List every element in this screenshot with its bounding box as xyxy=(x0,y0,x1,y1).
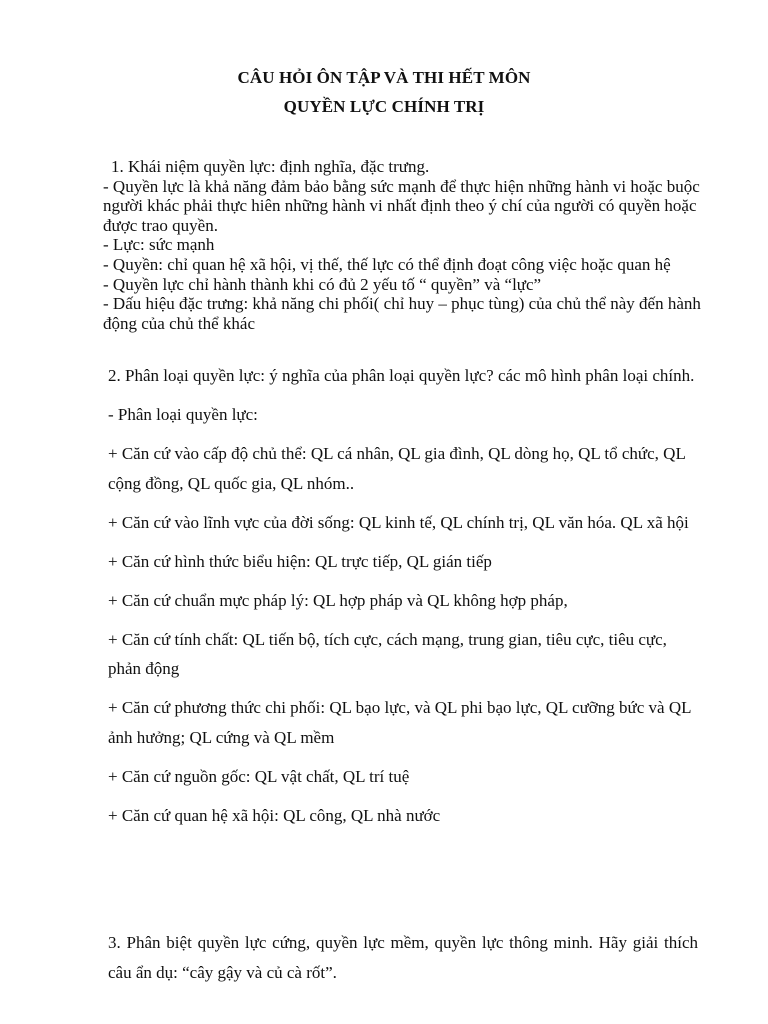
section-2-item: + Căn cứ hình thức biểu hiện: QL trực tiếp, QL gián tiếp xyxy=(108,551,492,571)
section-2 xyxy=(108,361,698,840)
section-2-item: + Căn cứ nguồn gốc: QL vật chất, QL trí tuệ xyxy=(108,766,410,786)
section-2-item: + Căn cứ tính chất: QL tiến bộ, tích cực, cách mạng, trung gian, tiêu cực, tiêu cực, phản động xyxy=(108,629,667,678)
section-1-line: - Quyền: chỉ quan hệ xã hội, vị thế, thế lực có thể định đoạt công việc hoặc quan hệ xyxy=(103,254,671,274)
section-2-subheading: - Phân loại quyền lực: xyxy=(108,405,258,424)
section-2-item: + Căn cứ chuẩn mực pháp lý: QL hợp pháp và QL không hợp pháp, xyxy=(108,590,568,610)
section-2-heading: 2. Phân loại quyền lực: ý nghĩa của phân loại quyền lực? các mô hình phân loại chính. xyxy=(108,366,695,385)
section-1-line: - Lực: sức mạnh xyxy=(103,235,215,255)
section-1-line: - Quyền lực chỉ hành thành khi có đủ 2 yếu tố “ quyền” và “lực” xyxy=(103,274,542,294)
document-title-line-2: QUYỀN LỰC CHÍNH TRỊ xyxy=(283,97,485,116)
section-1 xyxy=(103,157,703,333)
section-1-line: - Quyền lực là khả năng đảm bảo bằng sức mạnh để thực hiện những hành vi hoặc buộc người khác phải thực hiên những hành vi nhất định theo ý chí của người có quyền hoặc được trao quyền. xyxy=(103,176,700,235)
section-2-item: + Căn cứ vào lĩnh vực của đời sống: QL kinh tế, QL chính trị, QL văn hóa. QL xã hội xyxy=(108,512,689,532)
section-3 xyxy=(108,928,698,987)
document-title-line-1: CÂU HỎI ÔN TẬP VÀ THI HẾT MÔN xyxy=(237,68,531,87)
section-3-heading: 3. Phân biệt quyền lực cứng, quyền lực mềm, quyền lực thông minh. Hãy giải thích câu ẩn dụ: “cây gậy và củ cà rốt”. xyxy=(108,933,698,982)
section-2-item: + Căn cứ quan hệ xã hội: QL công, QL nhà nước xyxy=(108,805,441,825)
section-2-item: + Căn cứ vào cấp độ chủ thể: QL cá nhân, QL gia đình, QL dòng họ, QL tổ chức, QL cộng đồng, QL quốc gia, QL nhóm.. xyxy=(108,444,686,493)
section-2-item: + Căn cứ phương thức chi phối: QL bạo lực, và QL phi bạo lực, QL cưỡng bức và QL ảnh hưởng; QL cứng và QL mềm xyxy=(108,698,691,747)
section-1-heading: 1. Khái niệm quyền lực: định nghĩa, đặc trưng. xyxy=(111,157,430,176)
section-1-line: - Dấu hiệu đặc trưng: khả năng chi phối( chỉ huy – phục tùng) của chủ thể này đến hành động của chủ thể khác xyxy=(103,294,701,333)
